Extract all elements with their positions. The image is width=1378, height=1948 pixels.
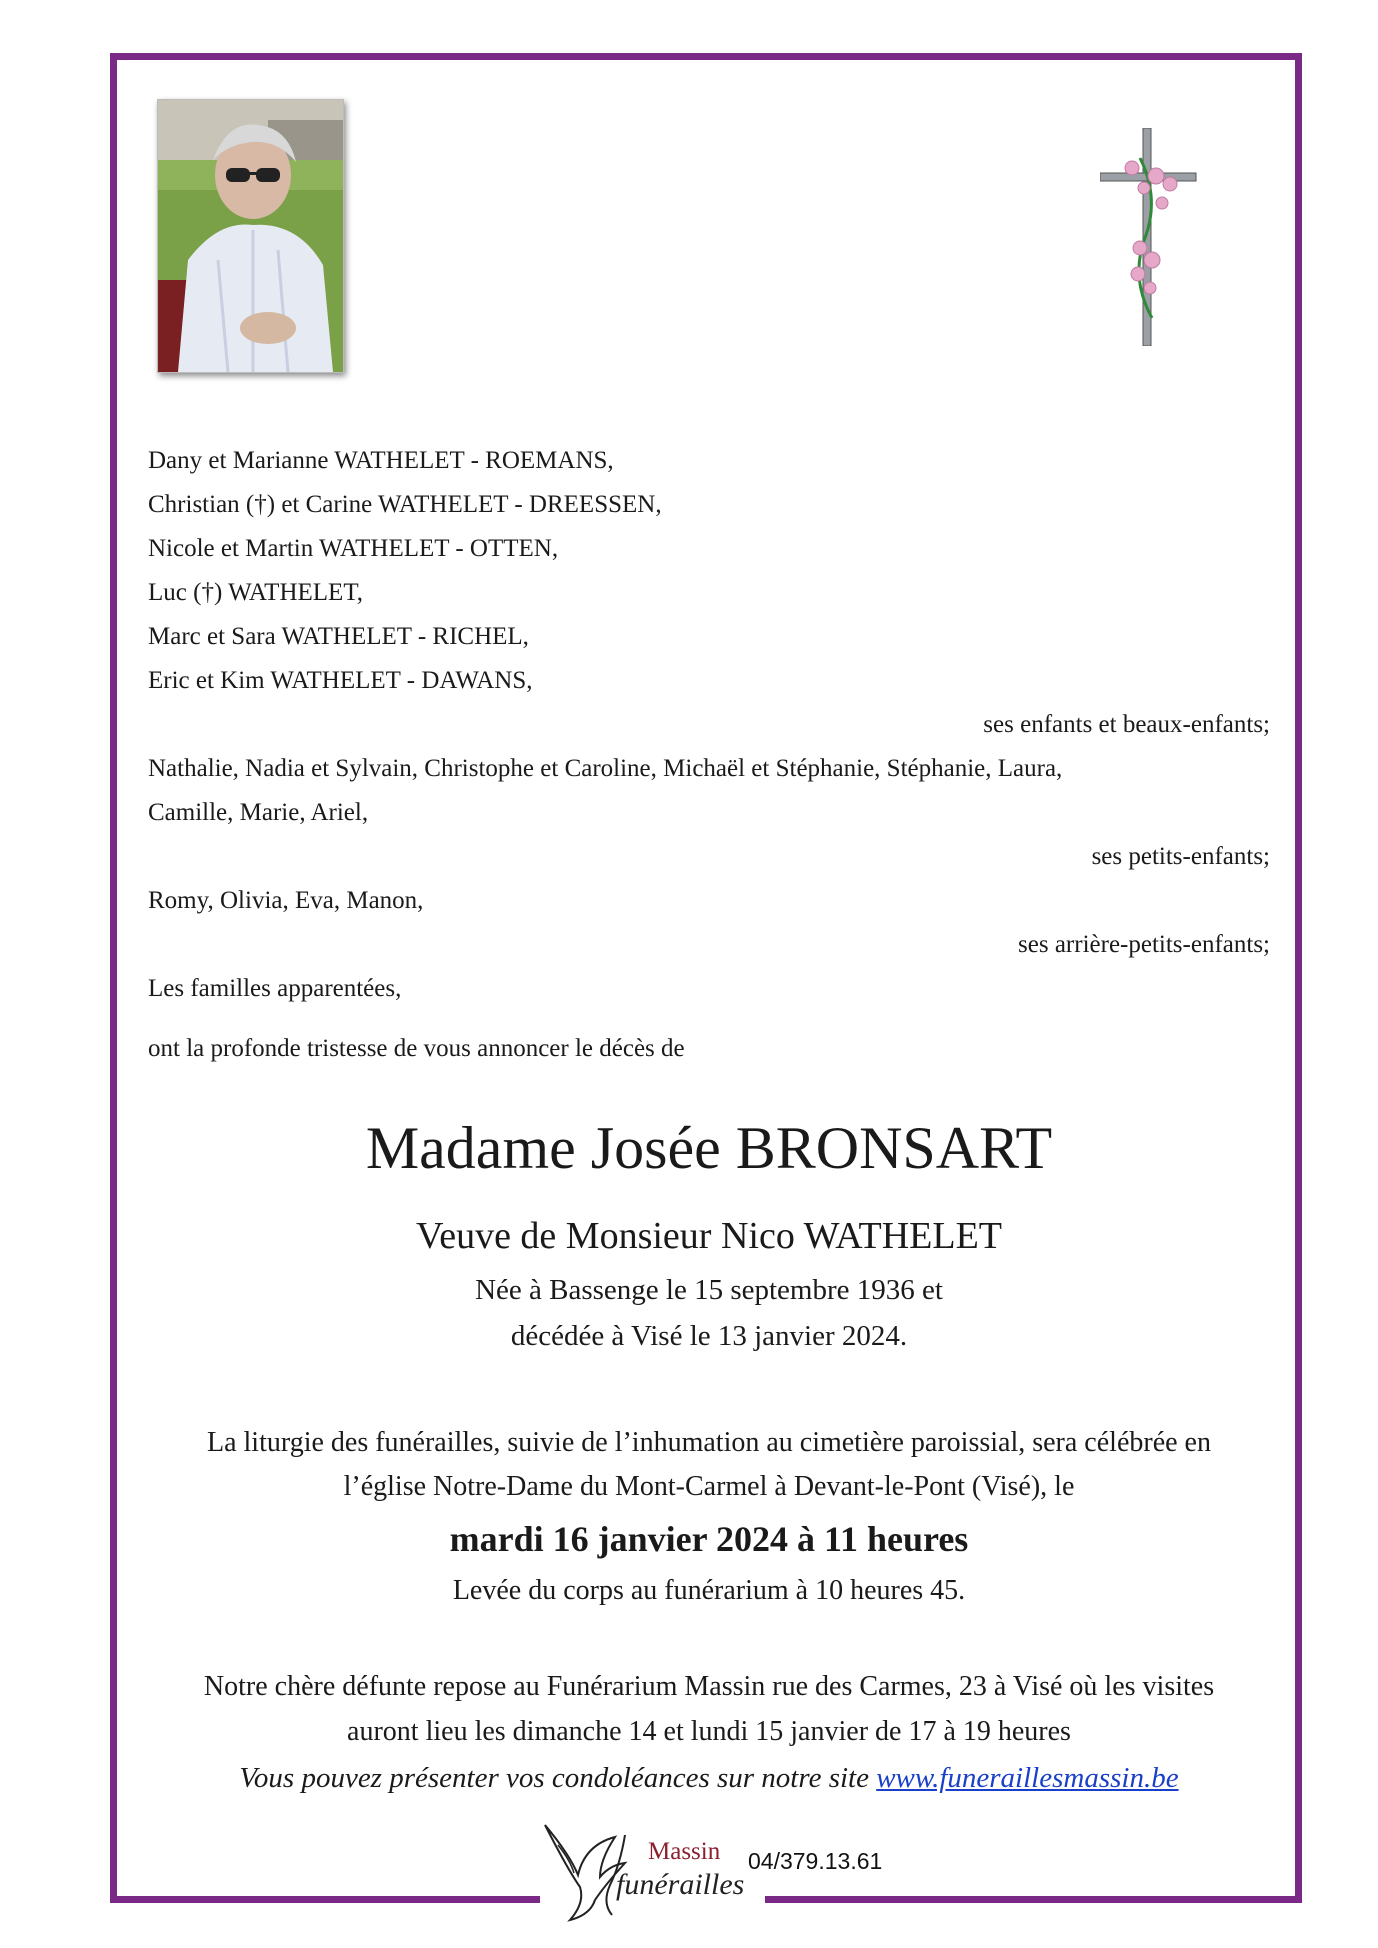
phone-number: 04/379.13.61 [748, 1848, 883, 1874]
related-families: Les familles apparentées, [148, 975, 402, 1002]
family-line-children-1: Dany et Marianne WATHELET - ROEMANS, [148, 447, 614, 474]
family-line-children-4: Luc (†) WATHELET, [148, 579, 363, 606]
funeral-date: mardi 16 janvier 2024 à 11 heures [449, 1519, 969, 1559]
portrait-photo [157, 99, 344, 373]
grandchildren-line-2: Camille, Marie, Ariel, [148, 799, 369, 826]
great-grandchildren-line: Romy, Olivia, Eva, Manon, [148, 887, 424, 914]
grandchildren-line-1: Nathalie, Nadia et Sylvain, Christophe et Caroline, Michaël et Stéphanie, Stéphanie, Laura, [148, 755, 1063, 782]
cross-with-flowers-icon [1100, 128, 1200, 346]
announcement-text: ont la profonde tristesse de vous annoncer le décès de [148, 1035, 685, 1062]
family-line-children-5: Marc et Sara WATHELET - RICHEL, [148, 623, 529, 650]
logo-massin-text: Massin [648, 1838, 721, 1865]
condolences-line [120, 1758, 1298, 1798]
family-line-children-3: Nicole et Martin WATHELET - OTTEN, [148, 535, 559, 562]
birth-line: Née à Bassenge le 15 septembre 1936 et [475, 1274, 943, 1306]
family-line-children-2: Christian (†) et Carine WATHELET - DREESSEN, [148, 491, 662, 518]
website-link[interactable]: www.funeraillesmassin.be [876, 1762, 1179, 1794]
death-line: décédée à Visé le 13 janvier 2024. [510, 1320, 908, 1352]
widow-of: Veuve de Monsieur Nico WATHELET [415, 1215, 1003, 1257]
levee-du-corps: Levée du corps au funérarium à 10 heures 45. [452, 1575, 966, 1606]
grandchildren-label: ses petits-enfants; [1091, 843, 1270, 870]
children-label: ses enfants et beaux-enfants; [983, 711, 1270, 738]
rest-line-1: Notre chère défunte repose au Funérarium Massin rue des Carmes, 23 à Visé où les visites [203, 1671, 1215, 1702]
condolences-text: Vous pouvez présenter vos condoléances sur notre site [239, 1762, 877, 1794]
great-grandchildren-label: ses arrière-petits-enfants; [1018, 931, 1270, 958]
deceased-name: Madame Josée BRONSART [365, 1115, 1053, 1181]
liturgy-line-2: l’église Notre-Dame du Mont-Carmel à Devant-le-Pont (Visé), le [343, 1471, 1075, 1502]
logo-funerailles-text: funérailles [616, 1868, 745, 1901]
family-line-children-6: Eric et Kim WATHELET - DAWANS, [148, 667, 533, 694]
liturgy-line-1: La liturgie des funérailles, suivie de l’inhumation au cimetière paroissial, sera célébrée en [207, 1427, 1211, 1458]
rest-line-2: auront lieu les dimanche 14 et lundi 15 janvier de 17 à 19 heures [347, 1716, 1071, 1747]
